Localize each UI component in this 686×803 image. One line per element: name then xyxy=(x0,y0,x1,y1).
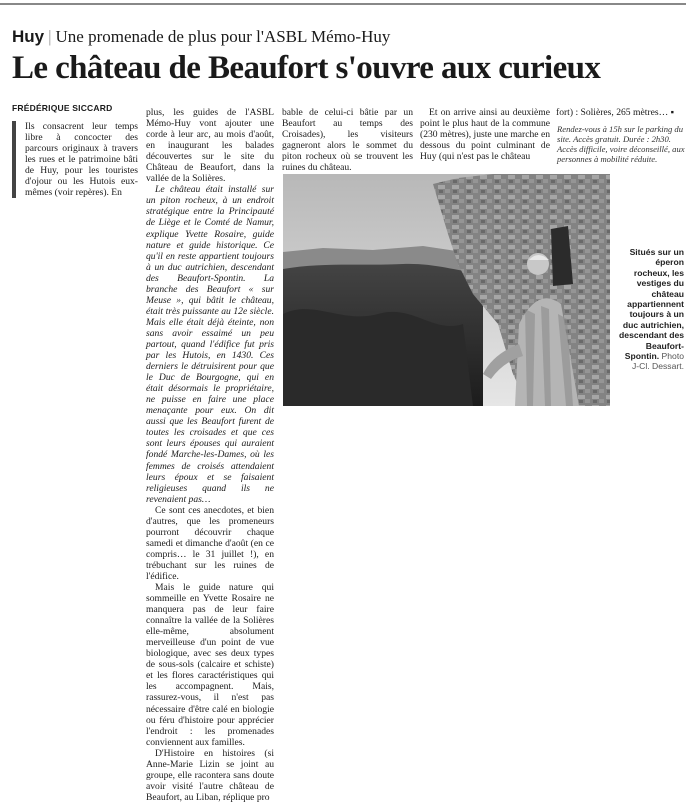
quote-paragraph: Le château était installé sur un piton rocheux, à un endroit stratégique entre la Principauté de Liège et le Comté de Namur, explique Yvette Rosaire, guide nature et guide historique. Ce qu'il en reste appartient toujours à un duc autrichien, descendant des Beaufort-Spontin. La branche des Beaufort « sur Meuse », qui bâtit le château, était très puissante au 12e siècle. Mais elle était déjà éteinte, non sans avoir essaimé un peu partout, quand l'édifice fut pris par les Hutois, en 1430. Ces derniers le détruisirent pour que le Duc de Bourgogne, qui en était désormais le propriétaire, ne puisse en faire une place menaçante pour eux. On dit aussi que les Beaufort furent de toutes les croisades et que ces sont leurs épouses qui auraient fondé Marche-les-Dames, où les femmes de croisés attendaient leurs époux et se faisaient religieuses quand ils ne revenaient pas… xyxy=(146,184,274,505)
practical-info: Rendez-vous à 15h sur le parking du site. Accès gratuit. Durée : 2h30. Accès difficile, voire déconseillé, aux personnes à mobilité réduite. xyxy=(557,124,685,164)
headline: Le château de Beaufort s'ouvre aux curieux xyxy=(12,50,601,86)
section-label: Huy xyxy=(12,27,45,46)
kicker xyxy=(12,27,390,47)
article-column-4 xyxy=(420,107,550,162)
article-column-1 xyxy=(12,121,138,198)
photo-image xyxy=(283,174,610,406)
byline: FRÉDÉRIQUE SICCARD xyxy=(12,103,113,113)
paragraph: Ce sont ces anecdotes, et bien d'autres, que les promeneurs pourront découvrir chaque samedi et dimanche d'août (en ce compris… le 31 juillet !), en trébuchant sur les ruines de l'édifice. xyxy=(146,504,274,582)
article-column-5 xyxy=(556,107,684,118)
article-column-2 xyxy=(146,107,274,803)
kicker-divider: | xyxy=(48,27,52,46)
paragraph: Mais le guide nature qui sommeille en Yvette Rosaire ne manquera pas de leur faire connaître la vallée de la Solières elle-même, absolument merveilleuse d'un point de vue biologique, avec ses deux types de sous-sols (calcaire et schiste) et les flores caractéristiques qui les accompagnent. Mais, rassurez-vous, il n'est pas nécessaire d'être calé en biologie ou féru d'histoire pour apprécier l'endroit : les promenades conviennent aux familles. xyxy=(146,582,274,748)
lead-paragraph: Ils consacrent leur temps libre à concocter des parcours originaux à travers les rues et le patrimoine bâti de Huy, pour les touristes d'ojour ou les Hutois eux-mêmes (voir repères). En xyxy=(12,121,138,198)
article-column-3 xyxy=(282,107,413,173)
photo-caption xyxy=(618,247,684,372)
top-rule xyxy=(0,3,686,5)
paragraph: D'Histoire en histoires (si Anne-Marie Lizin se joint au groupe, elle racontera sans doute avoir visité l'autre château de Beaufort, au Liban, réplique pro xyxy=(146,747,274,803)
paragraph: bable de celui-ci bâtie par un Beaufort au temps des Croisades), les visiteurs gagneront alors le sommet du piton rocheux où se trouvent les ruines du château. xyxy=(282,107,413,174)
paragraph: Et on arrive ainsi au deuxième point le plus haut de la commune (230 mètres), juste une marche en dessous du point culminant de Huy (qui n'est pas le château xyxy=(420,107,550,163)
caption-text: Situés sur un éperon rocheux, les vestiges du château appartiennent toujours à un duc autrichien, descendant des Beaufort-Spontin. xyxy=(619,247,684,362)
paragraph: fort) : Solières, 265 mètres… ▪ xyxy=(556,107,674,118)
kicker-text: Une promenade de plus pour l'ASBL Mémo-Huy xyxy=(55,27,391,46)
castle-ruins-photo xyxy=(283,174,610,406)
photo-credit: Photo J-Cl. Dessart. xyxy=(631,351,684,372)
paragraph: plus, les guides de l'ASBL Mémo-Huy vont ajouter une corde à leur arc, au mois d'août, en inaugurant les balades découvertes sur le site du Château de Beaufort, dans la vallée de la Solières. xyxy=(146,107,274,185)
